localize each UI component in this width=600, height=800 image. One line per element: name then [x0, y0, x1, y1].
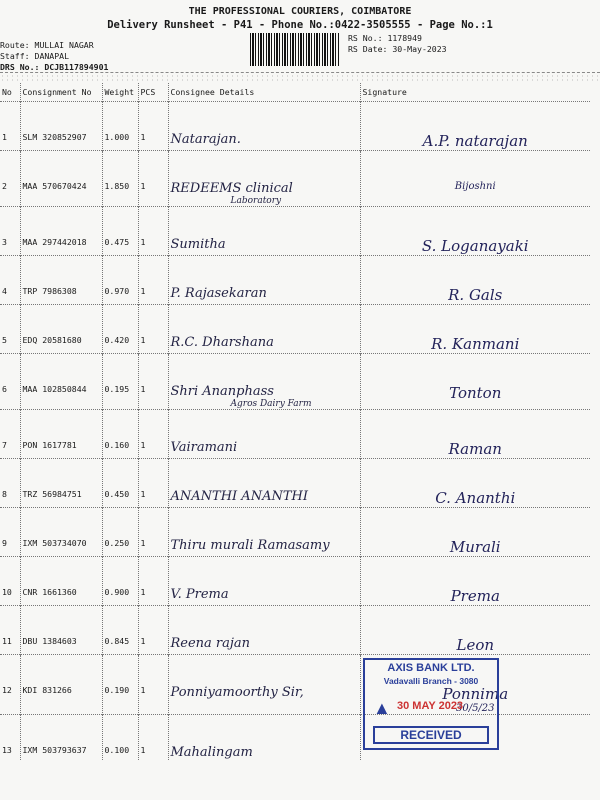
rs-date-label: RS Date:	[348, 44, 388, 54]
signature-extra: 30/5/23	[455, 703, 495, 714]
signature-text: R. Gals	[448, 286, 503, 304]
rs-no-label: RS No.:	[348, 33, 383, 43]
runsheet-subtitle: Delivery Runsheet - P41 - Phone No.:0422-3505555 - Page No.:1	[107, 19, 493, 31]
runsheet-table	[0, 83, 590, 760]
consignment-number: EDQ 20581680	[20, 305, 102, 354]
table-row	[0, 256, 590, 305]
consignee-details	[168, 459, 360, 508]
row-number: 6	[0, 354, 20, 410]
row-number: 1	[0, 102, 20, 151]
row-pcs: 1	[138, 151, 168, 207]
consignment-number: TRZ 56984751	[20, 459, 102, 508]
row-number: 4	[0, 256, 20, 305]
route-label: Route:	[0, 40, 30, 50]
col-header-pcs: PCS	[138, 83, 168, 102]
signature-cell	[360, 102, 590, 151]
consignee-details	[168, 655, 360, 715]
signature-text: Ponnima	[442, 685, 509, 703]
consignment-number: DBU 1384603	[20, 606, 102, 655]
consignee-details	[168, 715, 360, 761]
consignee-name: REDEEMS clinical	[170, 181, 293, 196]
consignment-number: CNR 1661360	[20, 557, 102, 606]
consignee-name: Mahalingam	[170, 745, 253, 760]
signature-text: Murali	[449, 538, 501, 556]
consignee-name-extra: Laboratory	[230, 196, 282, 206]
consignee-name: Ponniyamoorthy Sir,	[170, 685, 304, 700]
row-weight: 0.250	[102, 508, 138, 557]
row-weight: 0.475	[102, 207, 138, 256]
consignee-name: V. Prema	[170, 587, 229, 602]
row-weight: 0.845	[102, 606, 138, 655]
table-row	[0, 354, 590, 410]
row-number: 9	[0, 508, 20, 557]
staff-line	[0, 51, 69, 61]
dotted-band	[0, 74, 600, 82]
stamp-status: RECEIVED	[373, 726, 489, 744]
row-weight: 0.900	[102, 557, 138, 606]
signature-extra: Bijoshni	[454, 181, 496, 192]
col-header-no: No	[0, 83, 20, 102]
consignment-number: TRP 7986308	[20, 256, 102, 305]
consignee-details	[168, 606, 360, 655]
row-weight: 0.450	[102, 459, 138, 508]
table-row	[0, 207, 590, 256]
row-weight: 0.100	[102, 715, 138, 761]
row-number: 10	[0, 557, 20, 606]
barcode	[250, 33, 340, 66]
stamp-date: 30 MAY 2023	[397, 700, 464, 712]
consignment-number: MAA 102850844	[20, 354, 102, 410]
route-value: MULLAI NAGAR	[34, 40, 94, 50]
table-row	[0, 508, 590, 557]
row-pcs: 1	[138, 715, 168, 761]
consignment-number: MAA 297442018	[20, 207, 102, 256]
rs-date-line	[348, 44, 447, 54]
consignee-name: P. Rajasekaran	[170, 286, 267, 301]
signature-cell	[360, 305, 590, 354]
stamp-bank-name: AXIS BANK LTD.	[387, 662, 475, 674]
signature-cell	[360, 151, 590, 207]
row-number: 2	[0, 151, 20, 207]
table-row	[0, 459, 590, 508]
consignee-name: Vairamani	[170, 440, 238, 455]
consignee-name: Thiru murali Ramasamy	[170, 538, 330, 553]
signature-cell	[360, 207, 590, 256]
signature-text: Raman	[448, 440, 502, 458]
row-weight: 0.190	[102, 655, 138, 715]
row-number: 8	[0, 459, 20, 508]
table-row	[0, 655, 590, 715]
row-pcs: 1	[138, 207, 168, 256]
row-pcs: 1	[138, 655, 168, 715]
table-row	[0, 557, 590, 606]
route-line	[0, 40, 94, 50]
table-row	[0, 410, 590, 459]
table-row	[0, 102, 590, 151]
row-pcs: 1	[138, 606, 168, 655]
col-header-signature: Signature	[362, 87, 407, 97]
row-pcs: 1	[138, 102, 168, 151]
stamp-branch: Vadavalli Branch - 3080	[383, 676, 479, 686]
rs-no-line	[348, 33, 422, 43]
signature-cell	[360, 410, 590, 459]
signature-cell	[360, 557, 590, 606]
rs-date-value: 30-May-2023	[392, 44, 447, 54]
table-row	[0, 606, 590, 655]
row-weight: 1.850	[102, 151, 138, 207]
signature-text: R. Kanmani	[431, 335, 520, 353]
consignee-details	[168, 305, 360, 354]
row-weight: 0.160	[102, 410, 138, 459]
signature-text: Prema	[450, 587, 500, 605]
row-pcs: 1	[138, 354, 168, 410]
signature-text: C. Ananthi	[435, 489, 516, 507]
row-number: 11	[0, 606, 20, 655]
company-title: THE PROFESSIONAL COURIERS, COIMBATORE	[188, 6, 412, 17]
consignee-name: Natarajan.	[170, 132, 241, 147]
table-row	[0, 305, 590, 354]
signature-cell	[360, 606, 590, 655]
row-number: 12	[0, 655, 20, 715]
row-number: 13	[0, 715, 20, 761]
signature-text: A.P. natarajan	[422, 132, 528, 150]
consignee-details	[168, 256, 360, 305]
row-number: 5	[0, 305, 20, 354]
signature-text: S. Loganayaki	[421, 237, 529, 255]
consignment-number: MAA 570670424	[20, 151, 102, 207]
table-header-row	[0, 83, 590, 102]
consignee-name-extra: Agros Dairy Farm	[230, 399, 312, 409]
consignee-name: Sumitha	[170, 237, 226, 252]
bank-received-stamp	[363, 658, 499, 750]
row-number: 7	[0, 410, 20, 459]
table-row	[0, 715, 590, 761]
consignee-details	[168, 354, 360, 410]
signature-text: Tonton	[449, 384, 502, 402]
consignment-number: PON 1617781	[20, 410, 102, 459]
consignee-details	[168, 508, 360, 557]
row-weight: 0.420	[102, 305, 138, 354]
staff-label: Staff:	[0, 51, 30, 61]
table-row	[0, 151, 590, 207]
consignee-details	[168, 410, 360, 459]
row-pcs: 1	[138, 557, 168, 606]
signature-text: Leon	[456, 636, 495, 654]
col-header-consignment: Consignment No	[20, 83, 102, 102]
consignee-name: Reena rajan	[170, 636, 251, 651]
signature-cell	[360, 459, 590, 508]
rs-no-value: 1178949	[387, 33, 422, 43]
signature-cell	[360, 354, 590, 410]
consignee-details	[168, 207, 360, 256]
drs-line	[0, 62, 108, 72]
consignee-name: R.C. Dharshana	[170, 335, 274, 350]
row-pcs: 1	[138, 459, 168, 508]
consignee-details	[168, 151, 360, 207]
row-pcs: 1	[138, 256, 168, 305]
row-number: 3	[0, 207, 20, 256]
consignment-number: KDI 831266	[20, 655, 102, 715]
consignee-details	[168, 557, 360, 606]
consignee-details	[168, 102, 360, 151]
col-header-weight: Weight	[102, 83, 138, 102]
row-pcs: 1	[138, 305, 168, 354]
row-pcs: 1	[138, 410, 168, 459]
consignment-number: IXM 503734070	[20, 508, 102, 557]
consignment-number: IXM 503793637	[20, 715, 102, 761]
row-weight: 0.970	[102, 256, 138, 305]
row-weight: 0.195	[102, 354, 138, 410]
staff-value: DANAPAL	[34, 51, 70, 61]
consignment-number: SLM 320852907	[20, 102, 102, 151]
row-weight: 1.000	[102, 102, 138, 151]
signature-cell	[360, 256, 590, 305]
drs-value: DCJB117894901	[44, 62, 109, 72]
drs-label: DRS No.:	[0, 62, 40, 72]
consignee-name: Shri Ananphass	[170, 384, 274, 399]
bank-logo-icon: ▲	[373, 698, 391, 718]
consignee-name: ANANTHI ANANTHI	[170, 489, 308, 504]
row-pcs: 1	[138, 508, 168, 557]
signature-cell	[360, 508, 590, 557]
col-header-consignee: Consignee Details	[168, 83, 360, 102]
